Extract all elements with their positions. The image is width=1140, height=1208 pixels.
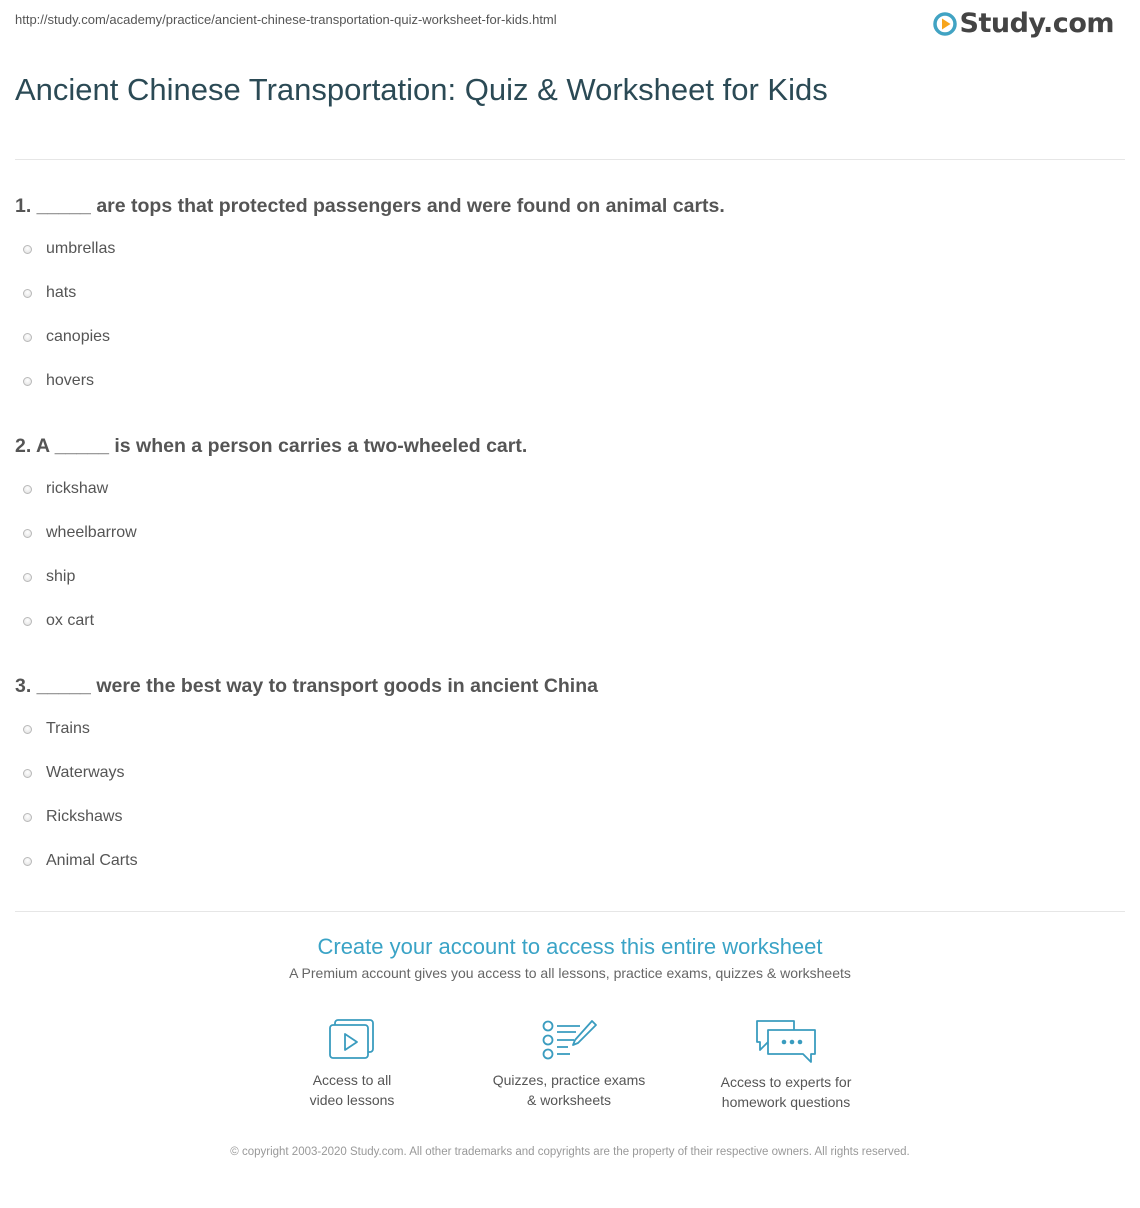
option-label: canopies (46, 328, 111, 345)
radio-button[interactable] (23, 573, 32, 582)
radio-button[interactable] (23, 333, 32, 342)
page-url: http://study.com/academy/practice/ancient-chinese-transportation-quiz-worksheet-for-kids.html (15, 12, 557, 27)
option-ox-cart[interactable] (23, 610, 94, 632)
radio-button[interactable] (23, 725, 32, 734)
divider (15, 911, 1125, 912)
option-label: rickshaw (46, 480, 109, 497)
video-lessons-icon (326, 1018, 378, 1062)
chat-bubbles-icon (754, 1018, 818, 1064)
option-ship[interactable] (23, 566, 75, 588)
radio-button[interactable] (23, 769, 32, 778)
option-umbrellas[interactable] (23, 238, 115, 260)
radio-button[interactable] (23, 529, 32, 538)
feature-experts (696, 1018, 876, 1112)
radio-button[interactable] (23, 485, 32, 494)
feature-quizzes (479, 1018, 659, 1110)
option-wheelbarrow[interactable] (23, 522, 137, 544)
divider (15, 159, 1125, 160)
option-rickshaws[interactable] (23, 806, 122, 828)
radio-button[interactable] (23, 857, 32, 866)
radio-button[interactable] (23, 617, 32, 626)
option-label: umbrellas (46, 240, 116, 257)
option-label: Trains (46, 720, 90, 737)
option-hats[interactable] (23, 282, 76, 304)
option-waterways[interactable] (23, 762, 125, 784)
feature-line-1: Quizzes, practice exams (492, 1072, 646, 1088)
radio-button[interactable] (23, 245, 32, 254)
logo-text: Study.com (959, 8, 1114, 39)
quiz-checklist-icon (540, 1018, 598, 1062)
feature-line-2: & worksheets (526, 1092, 612, 1108)
feature-line-1: Access to all (312, 1072, 392, 1088)
question-1-text: 1. _____ are tops that protected passengers and were found on animal carts. (15, 195, 725, 217)
play-circle-icon (933, 12, 957, 36)
feature-line-2: video lessons (309, 1092, 395, 1108)
option-label: wheelbarrow (46, 524, 137, 541)
option-label: Animal Carts (46, 852, 138, 869)
radio-button[interactable] (23, 289, 32, 298)
study-logo[interactable] (933, 6, 1114, 42)
copyright-notice: © copyright 2003-2020 Study.com. All other trademarks and copyrights are the property of their respective owners. All rights reserved. (230, 1146, 910, 1158)
feature-video-lessons (262, 1018, 442, 1110)
option-label: hovers (46, 372, 95, 389)
option-label: ship (46, 568, 76, 585)
option-label: ox cart (46, 612, 95, 629)
radio-button[interactable] (23, 813, 32, 822)
option-canopies[interactable] (23, 326, 110, 348)
option-label: hats (46, 284, 77, 301)
feature-line-2: homework questions (721, 1094, 851, 1110)
feature-line-1: Access to experts for (720, 1074, 852, 1090)
radio-button[interactable] (23, 377, 32, 386)
create-account-link[interactable]: Create your account to access this entire worksheet (317, 934, 823, 959)
option-rickshaw[interactable] (23, 478, 108, 500)
option-animal-carts[interactable] (23, 850, 138, 872)
option-label: Rickshaws (46, 808, 123, 825)
premium-description: A Premium account gives you access to all lessons, practice exams, quizzes & worksheets (289, 965, 851, 981)
page-title: Ancient Chinese Transportation: Quiz & Worksheet for Kids (15, 72, 828, 107)
option-trains[interactable] (23, 718, 90, 740)
option-hovers[interactable] (23, 370, 94, 392)
question-3-text: 3. _____ were the best way to transport goods in ancient China (15, 675, 598, 697)
question-2-text: 2. A _____ is when a person carries a two-wheeled cart. (15, 435, 528, 457)
option-label: Waterways (46, 764, 125, 781)
